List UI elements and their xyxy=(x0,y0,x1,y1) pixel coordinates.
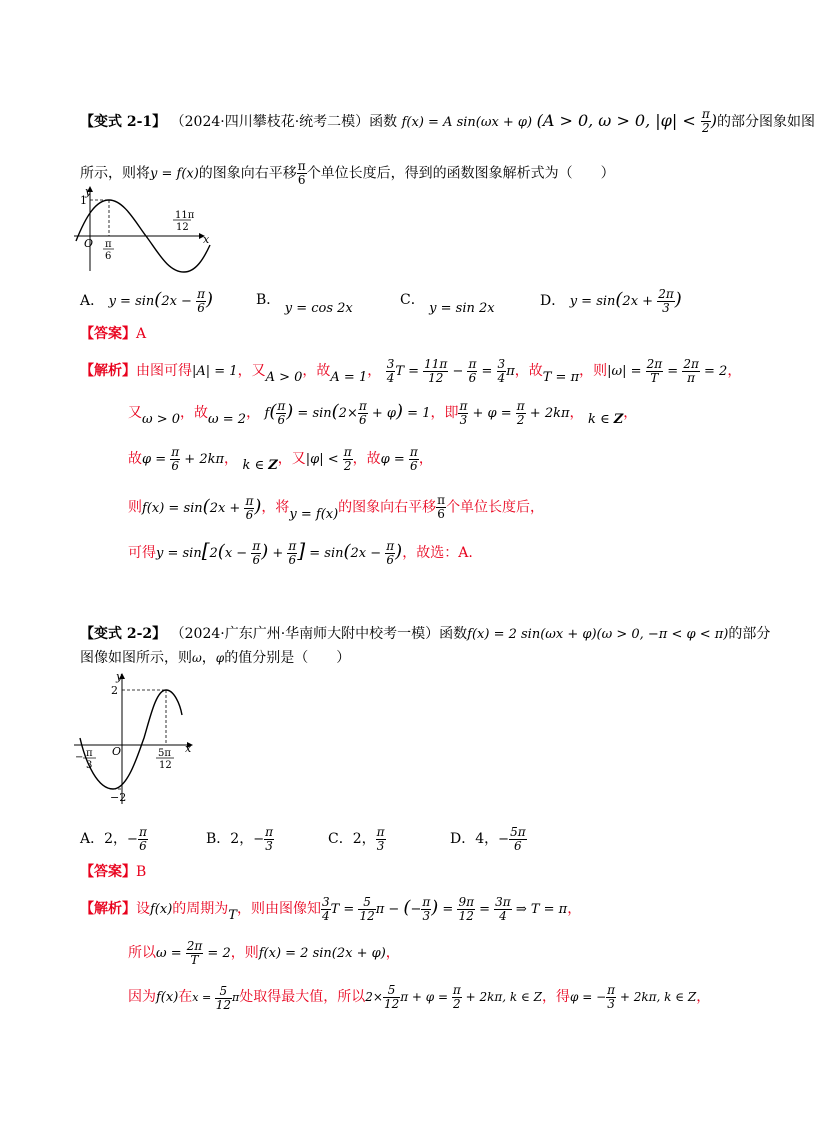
math-expr: f(x) xyxy=(150,902,173,917)
problem1-stem-line1 xyxy=(80,108,815,135)
analysis-text: 故 xyxy=(128,451,142,467)
option-letter: B． xyxy=(206,831,231,847)
analysis-text: 设 xyxy=(136,901,150,917)
analysis-text: ，将 xyxy=(261,499,290,516)
analysis-text: ，故 xyxy=(352,451,381,467)
math-expr: $\frac{3}{4}$ T = $\frac{11\pi}{12}$ − $\frac{\pi}{6}$ = $\frac{3}{4}$ π xyxy=(386,357,515,385)
problem2-stem-text: ， xyxy=(201,650,216,666)
math-expr: |φ| < $\frac{\pi}{2}$ xyxy=(305,445,352,473)
problem1-analysis-line5 xyxy=(128,540,473,567)
analysis-text: ，即 xyxy=(430,405,459,421)
math-expr: f( $\frac{\pi}{6}$ ) = sin(2× $\frac{\pi}{6}$ + φ) = 1 xyxy=(264,399,431,427)
problem2-stem-text: 图像如图所示，则 xyxy=(80,650,192,666)
analysis-text: ， xyxy=(418,451,433,467)
analysis-text: 因为 xyxy=(128,989,156,1005)
analysis-text: ，故选：A. xyxy=(402,545,473,561)
math-expr: k ∈ Z xyxy=(242,458,278,473)
y-tick-bottom: −2 xyxy=(110,791,127,804)
analysis-text: ，则 xyxy=(579,363,608,379)
analysis-text: ， xyxy=(367,363,382,379)
analysis-text: ， xyxy=(224,451,239,467)
problem2-analysis-line2 xyxy=(128,940,400,967)
math-expr: φ = $\frac{\pi}{6}$ xyxy=(380,445,418,473)
problem2-stem-text: 函数 xyxy=(439,626,468,642)
analysis-text: ，得 xyxy=(542,989,570,1005)
problem2-analysis-line1 xyxy=(80,896,581,923)
math-expr: $\frac{\pi}{3}$ + φ = $\frac{\pi}{2}$ + 2kπ xyxy=(459,399,570,427)
problem1-stem-text: 的部分图象如图 xyxy=(716,114,815,130)
option-value: 2， xyxy=(104,831,128,847)
option-expr: y = cos 2x xyxy=(284,301,353,316)
analysis-text: 个单位长度后， xyxy=(446,499,545,516)
problem1-graph xyxy=(72,183,217,288)
math-expr: φ = − $\frac{\pi}{3}$ + 2kπ, k ∈ Z xyxy=(570,983,697,1011)
analysis-label: 【解析】 xyxy=(80,901,136,917)
math-expr: T = π xyxy=(542,370,580,385)
problem2-stem-text: 的值分别是（ ） xyxy=(224,650,351,666)
left-tick-den: 3 xyxy=(86,760,93,771)
math-expr: ω = $\frac{2\pi}{T}$ = 2 xyxy=(156,939,231,967)
option-letter: C． xyxy=(328,831,353,847)
answer-label: 【答案】 xyxy=(80,326,136,342)
sine-curve xyxy=(80,690,182,789)
analysis-text: ，故 xyxy=(302,363,331,379)
problem2-graph xyxy=(72,668,197,808)
problem1-stem-text: 个单位长度后，得到的函数图象解析式为（ ） xyxy=(306,165,615,182)
math-expr: ω xyxy=(192,651,202,665)
tick1-den: 6 xyxy=(105,251,112,262)
problem1-option-c[interactable] xyxy=(400,290,495,316)
y-axis-label: y xyxy=(116,670,123,683)
option-value: 4， xyxy=(475,831,499,847)
answer-value: A xyxy=(136,326,147,342)
analysis-text: 则 xyxy=(128,499,142,516)
analysis-text: 又 xyxy=(128,405,142,421)
analysis-text: ， xyxy=(623,405,638,421)
problem1-option-d[interactable] xyxy=(540,288,682,315)
tick1-num: π xyxy=(105,239,112,250)
answer-value: B xyxy=(136,864,147,880)
tick2-num: 11π xyxy=(175,210,195,221)
math-fraction: $\frac{\pi}{6}$ xyxy=(437,493,446,521)
problem1-option-a[interactable] xyxy=(80,288,213,315)
analysis-text: 由图可得 xyxy=(136,363,192,379)
left-tick-sign: − xyxy=(75,752,84,763)
origin-label: O xyxy=(84,237,94,250)
problem2-source: （2024·广东广州·华南师大附中校考一模） xyxy=(170,626,440,642)
math-expr: f(x) = sin(2x + $\frac{\pi}{6}$ ) xyxy=(142,493,262,522)
analysis-text: ， xyxy=(246,405,261,421)
math-expr: ω = 2 xyxy=(208,412,247,427)
math-expr: y = sin[2(x − $\frac{\pi}{6}$ ) + $\frac{\pi}{6}$ ] = sin(2x − $\frac{\pi}{6}$ ) xyxy=(156,538,403,567)
problem2-tag: 【变式 2-2】 xyxy=(80,626,167,642)
problem2-function-formula: f(x) = 2 sin(ωx + φ)(ω > 0, −π < φ < π) xyxy=(467,627,729,642)
analysis-text: ， xyxy=(567,901,582,917)
math-expr: y = f(x) xyxy=(289,506,339,522)
problem2-stem-line2 xyxy=(80,648,350,668)
problem2-stem-text: 的部分 xyxy=(728,626,771,642)
problem2-option-d[interactable] xyxy=(450,826,527,853)
problem2-option-a[interactable] xyxy=(80,826,148,853)
analysis-label: 【解析】 xyxy=(80,363,136,379)
option-letter: D． xyxy=(450,831,476,847)
left-tick-num: π xyxy=(86,748,93,759)
problem2-answer xyxy=(80,862,146,882)
problem1-source: （2024·四川攀枝花·统考二模） xyxy=(170,114,370,130)
analysis-text: 所以 xyxy=(128,945,156,961)
analysis-text: ， xyxy=(569,405,584,421)
option-expr: − $\frac{5\pi}{6}$ xyxy=(498,825,526,853)
analysis-text: ，故 xyxy=(180,405,209,421)
problem2-stem-line1 xyxy=(80,624,770,645)
analysis-text: ， xyxy=(696,989,711,1005)
analysis-text: ，又 xyxy=(237,363,266,379)
x-axis-label: x xyxy=(203,233,210,246)
problem1-analysis-line2 xyxy=(128,400,637,427)
problem1-stem-text: 的图象向右平移 xyxy=(198,165,297,182)
math-expr: T xyxy=(228,908,237,923)
problem1-answer xyxy=(80,324,146,344)
analysis-text: 的图象向右平移 xyxy=(338,499,437,516)
origin-label: O xyxy=(112,745,122,758)
math-expr: f(x) xyxy=(156,990,179,1005)
math-expr: y = f(x) xyxy=(150,166,199,182)
problem1-function-formula: f(x) = A sin(ωx + φ) xyxy=(401,115,533,130)
tick2-den: 12 xyxy=(176,222,189,233)
option-letter: A． xyxy=(80,831,105,847)
math-expr: A = 1 xyxy=(330,370,368,385)
math-expr: A > 0 xyxy=(265,370,303,385)
math-expr: x = $\frac{5}{12}$ π xyxy=(192,983,240,1012)
math-expr: k ∈ Z xyxy=(587,412,624,427)
math-expr: φ xyxy=(215,651,225,665)
option-value: 2， xyxy=(352,831,376,847)
problem1-analysis-line3 xyxy=(128,446,433,473)
option-value: 2， xyxy=(230,831,254,847)
right-tick-num: 5π xyxy=(158,748,171,759)
analysis-text: ，故 xyxy=(514,363,543,379)
problem1-analysis-line4 xyxy=(128,494,544,522)
analysis-text: ， xyxy=(727,363,742,379)
analysis-text: ，则 xyxy=(230,945,259,961)
math-fraction: $\frac{\pi}{6}$ xyxy=(297,159,306,187)
y-axis-label: y xyxy=(85,185,92,198)
option-letter: B． xyxy=(256,292,281,308)
option-expr: $\frac{\pi}{3}$ xyxy=(376,825,385,853)
option-expr: y = sin(2x − $\frac{\pi}{6}$ ) xyxy=(108,287,213,315)
problem1-stem-text: 函数 xyxy=(369,114,398,130)
option-expr: − $\frac{\pi}{6}$ xyxy=(127,825,147,853)
option-letter: C． xyxy=(400,292,425,308)
analysis-text: ，则由图像知 xyxy=(236,901,321,917)
analysis-text: 的周期为 xyxy=(172,901,229,917)
analysis-text: 可得 xyxy=(128,545,156,561)
analysis-text: ，又 xyxy=(277,451,306,467)
problem1-analysis-line1 xyxy=(80,358,741,385)
math-expr: $\frac{3}{4}$ T = $\frac{5}{12}$ π − (− $\frac{\pi}{3}$ ) = $\frac{9\pi}{12}$ = $\frac{3\pi}{4}$ ⇒ T = π xyxy=(321,895,568,923)
option-expr: y = sin 2x xyxy=(429,301,495,316)
problem2-option-b[interactable] xyxy=(206,826,274,853)
math-expr: φ = $\frac{\pi}{6}$ + 2kπ xyxy=(142,445,225,473)
analysis-text: ， xyxy=(385,945,400,961)
option-expr: − $\frac{\pi}{3}$ xyxy=(253,825,274,853)
math-expr: |ω| = $\frac{2\pi}{T}$ = $\frac{2\pi}{\pi}$ = 2 xyxy=(607,357,728,385)
math-expr: ω > 0 xyxy=(142,412,181,427)
y-tick-label: 1 xyxy=(80,194,87,207)
math-expr: 2× $\frac{5}{12}$ π + φ = $\frac{\pi}{2}$ + 2kπ, k ∈ Z xyxy=(365,983,542,1011)
option-letter: D． xyxy=(540,293,566,309)
problem1-tag: 【变式 2-1】 xyxy=(80,114,167,130)
option-letter: A． xyxy=(80,293,105,309)
math-expr: f(x) = 2 sin(2x + φ) xyxy=(258,946,386,961)
problem1-condition: (A > 0, ω > 0, |φ| < $\frac{\pi}{2}$ ) xyxy=(536,107,717,135)
analysis-text: 处取得最大值，所以 xyxy=(239,989,366,1005)
answer-label: 【答案】 xyxy=(80,864,136,880)
y-tick-top: 2 xyxy=(111,684,118,697)
math-expr: |A| = 1 xyxy=(192,364,238,379)
analysis-text: 在 xyxy=(178,989,193,1005)
problem1-option-b[interactable] xyxy=(256,290,353,316)
x-axis-label: x xyxy=(185,742,192,755)
right-tick-den: 12 xyxy=(159,760,172,771)
problem2-analysis-line3 xyxy=(128,984,710,1012)
problem2-option-c[interactable] xyxy=(328,826,386,853)
problem1-stem-text: 所示，则将 xyxy=(80,165,150,182)
option-expr: y = sin(2x + $\frac{2\pi}{3}$ ) xyxy=(569,287,682,315)
